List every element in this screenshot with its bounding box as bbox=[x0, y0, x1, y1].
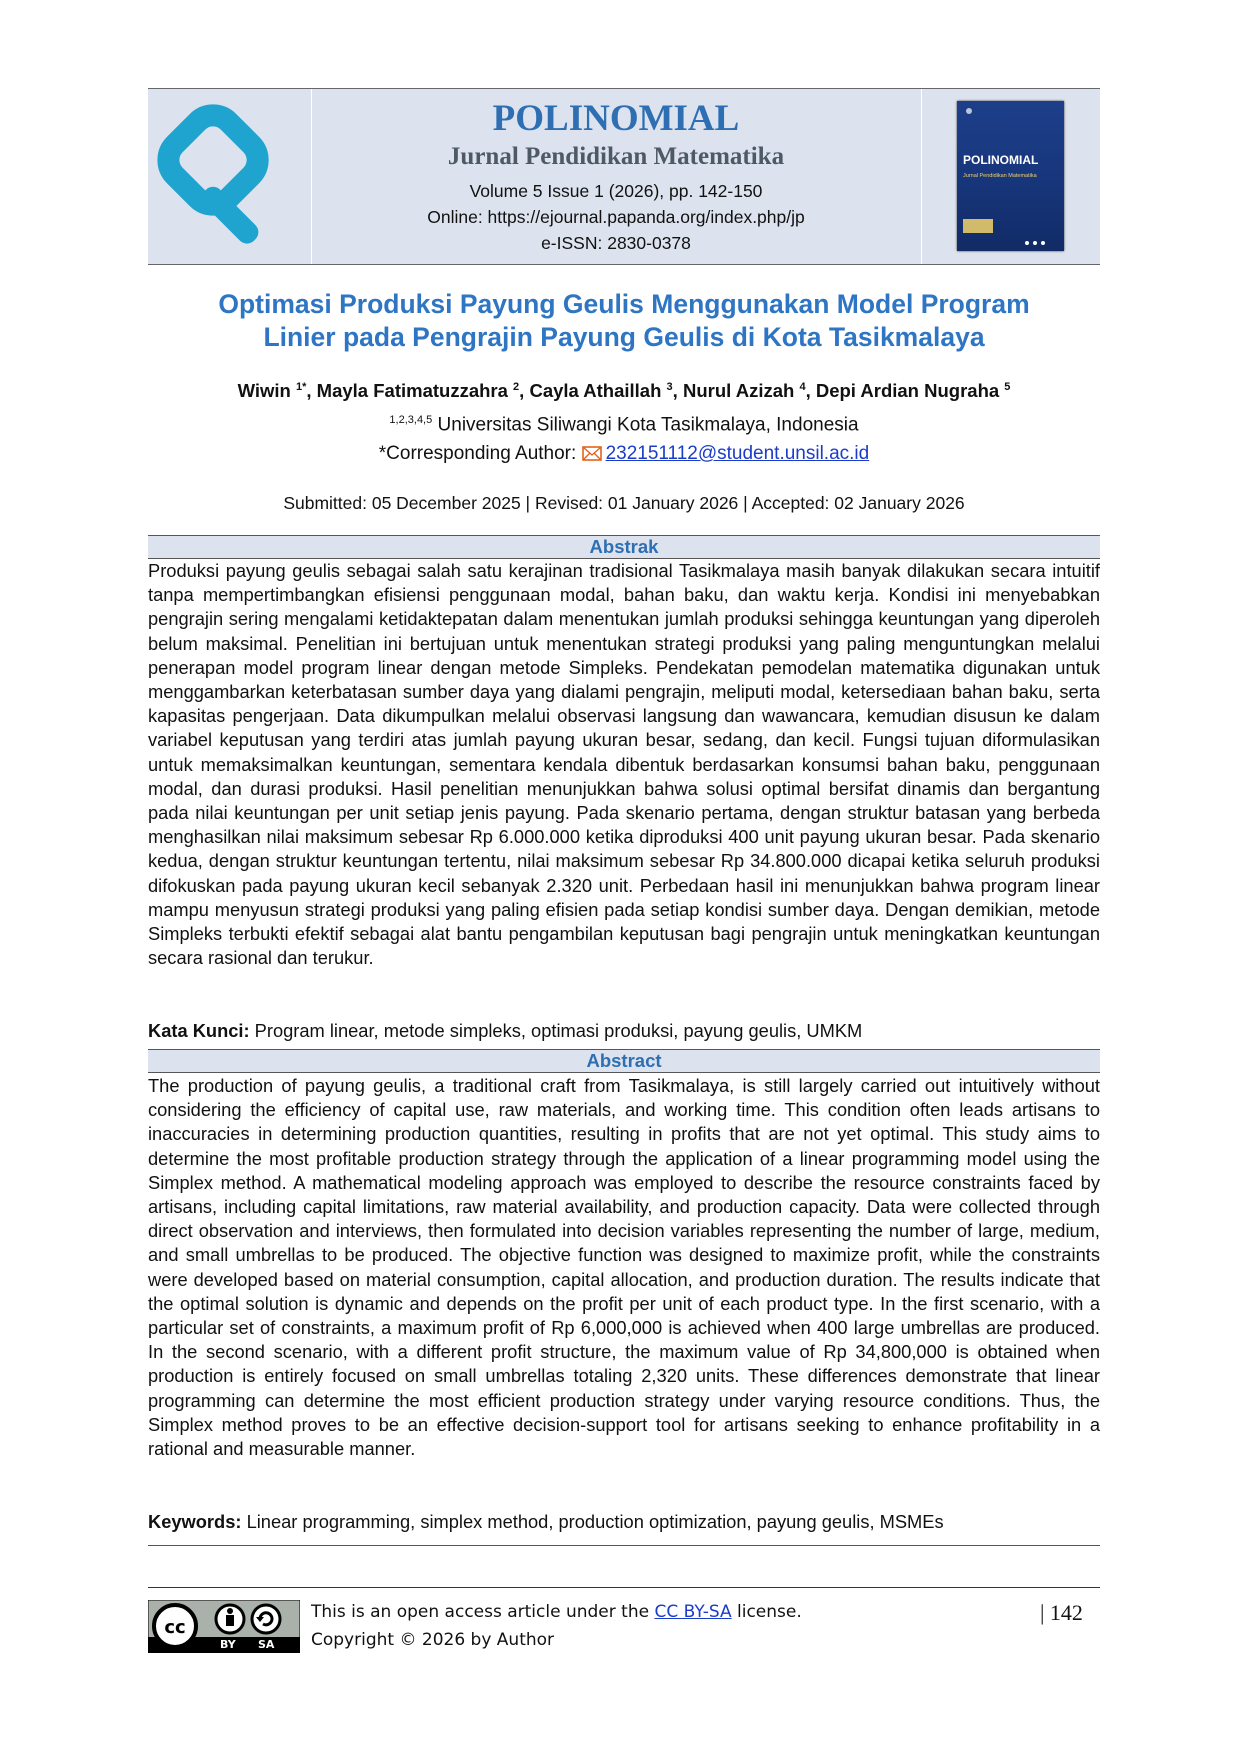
keywords-text: Linear programming, simplex method, production optimization, payung geulis, MSMEs bbox=[246, 1511, 944, 1532]
author-sup: 4 bbox=[799, 380, 806, 393]
corresponding-author bbox=[148, 443, 1100, 467]
license-link[interactable]: CC BY-SA bbox=[654, 1602, 732, 1622]
kata-kunci-text: Program linear, metode simpleks, optimasi produksi, payung geulis, UMKM bbox=[254, 1020, 863, 1041]
license-prefix: This is an open access article under the bbox=[311, 1602, 650, 1622]
article-title-line-2: Linier pada Pengrajin Payung Geulis di Kota Tasikmalaya bbox=[263, 322, 985, 352]
article-title-line-1: Optimasi Produksi Payung Geulis Menggunakan Model Program bbox=[218, 289, 1030, 319]
page-number: | 142 bbox=[1040, 1600, 1083, 1625]
author-sup: 5 bbox=[1004, 380, 1011, 393]
abstract-bottom-rule bbox=[148, 1545, 1100, 1546]
author-sup: 3 bbox=[666, 380, 673, 393]
article-title bbox=[148, 288, 1100, 354]
envelope-icon bbox=[582, 445, 602, 467]
author-list: Wiwin $^{1*}$, Mayla Fatimatuzzahra $^2$, Cayla Athaillah $^3$, Nurul Azizah $^4$, Depi Ardian Nugraha $^5$ bbox=[237, 380, 1011, 401]
submission-dates: Submitted: 05 December 2025 | Revised: 01 January 2026 | Accepted: 02 January 2026 bbox=[283, 493, 965, 513]
email-link[interactable]: 232151112@student.unsil.ac.id bbox=[605, 443, 870, 464]
abstract-keywords bbox=[148, 1510, 1100, 1534]
journal-issn: e-ISSN: 2830-0378 bbox=[541, 233, 691, 253]
copyright-line: Copyright © 2026 by Author bbox=[311, 1630, 555, 1650]
footer-rule bbox=[148, 1587, 1100, 1588]
journal-volume: Volume 5 Issue 1 (2026), pp. 142-150 bbox=[469, 181, 763, 201]
journal-online: Online: https://ejournal.papanda.org/index.php/jp bbox=[427, 207, 805, 227]
journal-info bbox=[312, 89, 920, 264]
svg-text:cc: cc bbox=[164, 1617, 186, 1638]
cover-title: POLINOMIAL bbox=[963, 153, 1039, 167]
affiliation bbox=[148, 414, 1100, 436]
author-name: Nurul Azizah bbox=[682, 380, 795, 401]
affiliation-sup: 1,2,3,4,5 bbox=[389, 414, 433, 426]
abstrak-heading: Abstrak bbox=[148, 535, 1100, 559]
abstrak-keywords bbox=[148, 1019, 1100, 1043]
author-name: Wiwin bbox=[237, 380, 291, 401]
journal-header bbox=[148, 88, 1100, 265]
cc-badge-by-label: BY bbox=[220, 1638, 236, 1651]
cc-badge-sa-label: SA bbox=[258, 1638, 275, 1651]
kata-kunci-label: Kata Kunci: bbox=[148, 1020, 250, 1041]
author-sup: 2 bbox=[513, 380, 520, 393]
affiliation-text: Universitas Siliwangi Kota Tasikmalaya, Indonesia bbox=[437, 414, 859, 436]
journal-cover-image bbox=[957, 101, 1064, 251]
author-name: Cayla Athaillah bbox=[529, 380, 662, 401]
abstract-heading: Abstract bbox=[148, 1049, 1100, 1073]
abstrak-text: Produksi payung geulis sebagai salah satu kerajinan tradisional Tasikmalaya masih banyak dilakukan secara intuitif tanpa mempertimbangkan efisiensi penggunaan modal, bahan baku, dan waktu kerja. Kondisi ini menyebabkan pengrajin sering mengalami ketidaktepatan dalam menentukan jumlah produksi sehingga keuntungan yang diperoleh belum maksimal. Penelitian ini bertujuan untuk menentukan strategi produksi yang paling menguntungkan melalui penerapan model program linear dengan metode Simpleks. Pendekatan pemodelan matematika digunakan untuk menggambarkan keterbatasan sumber daya yang dialami pengrajin, meliputi modal, ketersediaan bahan baku, serta kapasitas pengerjaan. Data dikumpulkan melalui observasi langsung dan wawancara, kemudian disusun ke dalam variabel keputusan yang terdiri atas jumlah payung ukuran besar, sedang, dan kecil. Fungsi tujuan diformulasikan untuk memaksimalkan keuntungan, sementara kendala dibentuk berdasarkan konsumsi bahan baku, penggunaan modal, dan durasi produksi. Hasil penelitian menunjukkan bahwa solusi optimal bersifat dinamis dan bergantung pada nilai keuntungan per unit setiap jenis payung. Pada skenario pertama, dengan struktur batasan yang berbeda menghasilkan nilai maksimum sebesar Rp 6.000.000 ketika diproduksi 400 unit payung ukuran besar. Pada skenario kedua, dengan struktur keuntungan tertentu, nilai maksimum sebesar Rp 34.800.000 dicapai ketika seluruh produksi difokuskan pada payung ukuran kecil sebanyak 2.320 unit. Perbedaan hasil ini menunjukkan bahwa program linear mampu menyusun strategi produksi yang paling efisien pada setiap kondisi sumber daya. Dengan demikian, metode Simpleks terbukti efektif sebagai alat bantu pengambilan keputusan bagi pengrajin untuk meningkatkan keuntungan secara rasional dan terukur. bbox=[148, 560, 1100, 969]
abstract-text: The production of payung geulis, a traditional craft from Tasikmalaya, is still largely carried out intuitively without considering the efficiency of capital use, raw materials, and working time. This condition often leads artisans to inaccuracies in determining production quantities, resulting in profits that are not yet optimal. This study aims to determine the most profitable production strategy through the application of a linear programming model using the Simplex method. A mathematical modeling approach was employed to describe the resource constraints faced by artisans, including capital limitations, raw material availability, and production capacity. Data were collected through direct observation and interviews, then formulated into decision variables representing the number of large, medium, and small umbrellas to be produced. The objective function was designed to maximize profit, while the constraints were developed based on material consumption, capital allocation, and production duration. The results indicate that the optimal solution is dynamic and depends on the profit per unit of each product type. In the first scenario, with a particular set of constraints, a maximum profit of Rp 6,000,000 is achieved when 400 large umbrellas are produced. In the second scenario, with a different profit structure, the maximum value of Rp 34,800,000 is obtained when production is entirely focused on small umbrellas totaling 2,320 units. These differences demonstrate that linear programming can determine the most efficient production strategy under varying resource conditions. Thus, the Simplex method proves to be an effective decision-support tool for artisans seeking to enhance profitability in a rational and measurable manner. bbox=[148, 1075, 1100, 1460]
journal-name: POLINOMIAL bbox=[492, 98, 740, 139]
license-suffix: license. bbox=[737, 1602, 802, 1622]
author-sup: 1* bbox=[295, 380, 307, 393]
journal-logo bbox=[148, 89, 312, 264]
author-name: Mayla Fatimatuzzahra bbox=[316, 380, 508, 401]
cc-by-sa-badge[interactable] bbox=[148, 1600, 300, 1653]
corresponding-label: *Corresponding Author: bbox=[378, 443, 577, 464]
author-name: Depi Ardian Nugraha bbox=[815, 380, 1000, 401]
keywords-label: Keywords: bbox=[148, 1511, 242, 1532]
cover-subtitle: Jurnal Pendidikan Matematika bbox=[963, 173, 1037, 179]
journal-cover-cell bbox=[921, 89, 1101, 264]
journal-subtitle: Jurnal Pendidikan Matematika bbox=[447, 143, 785, 170]
license-line bbox=[311, 1602, 802, 1622]
